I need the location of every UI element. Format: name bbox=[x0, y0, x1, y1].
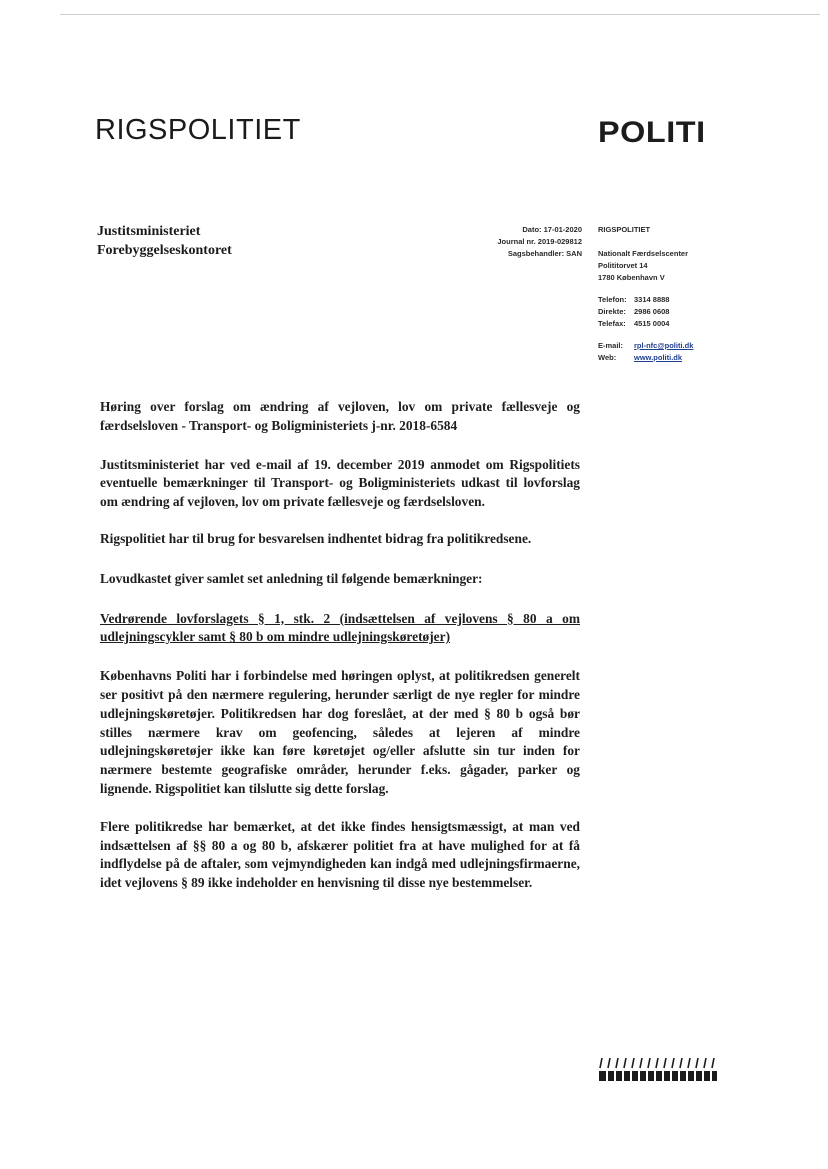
web-link[interactable]: www.politi.dk bbox=[634, 353, 683, 362]
web-row bbox=[598, 352, 738, 364]
email-label: E-mail: bbox=[598, 341, 624, 350]
email-row bbox=[598, 340, 738, 352]
recipient-line-2: Forebyggelseskontoret bbox=[97, 243, 232, 258]
sender-street: Polititorvet 14 bbox=[598, 261, 648, 270]
sender-contact-block bbox=[598, 224, 738, 364]
paragraph-4: Københavns Politi har i forbindelse med høringen oplyst, at politikredsen generelt ser positivt på den nærmere regulering, herunder særligt de nye regler for mindre udlejningskøretøjer. Politikredsen har dog foreslået, at der med § 80 b også bør stilles nærmere krav om geofencing, således at lejeren af mindre udlejningskøretøjer ikke kan føre køretøjet og/eller afslutte sin tur inden for nærmere bestemte geografiske områder, herunder f.eks. gågader, parker og lignende. Rigspolitiet kan tilslutte sig dette forslag. bbox=[100, 668, 580, 796]
paragraph-2: Rigspolitiet har til brug for besvarelsen indhentet bidrag fra politikredsene. bbox=[100, 530, 532, 546]
meta-handler: Sagsbehandler: SAN bbox=[507, 249, 582, 258]
recipient-block bbox=[97, 222, 232, 260]
politi-logo: POLITI bbox=[598, 116, 706, 149]
recipient-line-1: Justitsministeriet bbox=[97, 224, 201, 239]
phone-value: 3314 8888 bbox=[634, 295, 670, 304]
letterhead-brand: RIGSPOLITIET bbox=[95, 114, 301, 146]
direct-row bbox=[598, 306, 738, 318]
phone-label: Telefon: bbox=[598, 295, 627, 304]
web-label: Web: bbox=[598, 353, 617, 362]
paragraph-3: Lovudkastet giver samlet set anledning til følgende bemærkninger: bbox=[100, 570, 483, 586]
sender-unit: Nationalt Færdselscenter bbox=[598, 249, 689, 258]
stamp-graphic bbox=[598, 1056, 720, 1084]
letter-title: Høring over forslag om ændring af vejloven, lov om private fællesveje og færdselsloven - Transport- og Boligministeriets j-nr. 2018-6584 bbox=[100, 399, 580, 433]
paragraph-1: Justitsministeriet har ved e-mail af 19. december 2019 anmodet om Rigspolitiets eventuelle bemærkninger til Transport- og Boligministeriets udkast til lovforslag om ændring af vejloven, lov om private fællesveje og færdselsloven. bbox=[100, 456, 580, 510]
page-stamp-mark bbox=[598, 1056, 720, 1084]
scan-top-edge-line bbox=[60, 14, 820, 15]
fax-label: Telefax: bbox=[598, 319, 626, 328]
fax-row bbox=[598, 318, 738, 330]
sender-city: 1780 København V bbox=[598, 273, 665, 282]
sender-name: RIGSPOLITIET bbox=[598, 225, 651, 234]
meta-journal: Journal nr. 2019-029812 bbox=[497, 237, 582, 246]
fax-value: 4515 0004 bbox=[634, 319, 670, 328]
paragraph-5: Flere politikredse har bemærket, at det ikke findes hensigtsmæssigt, at man ved indsættelsen af §§ 80 a og 80 b, afskærer politiet fra at have mulighed for at få indflydelse på de aftaler, som vejmyndigheden kan indgå med udlejningsfirmaerne, idet vejlovens § 89 ikke indeholder en henvisning til disse nye bestemmelser. bbox=[100, 818, 580, 891]
section-subheading: Vedrørende lovforslagets § 1, stk. 2 (indsættelsen af vejlovens § 80 a om udlejningscykler samt § 80 b om mindre udlejningskøretøjer) bbox=[100, 610, 580, 645]
direct-label: Direkte: bbox=[598, 307, 626, 316]
phone-row bbox=[598, 294, 738, 306]
direct-value: 2986 0608 bbox=[634, 307, 670, 316]
document-meta bbox=[497, 224, 582, 260]
email-link[interactable]: rpl-nfc@politi.dk bbox=[634, 341, 694, 350]
letter-body bbox=[100, 398, 580, 893]
meta-date: Dato: 17-01-2020 bbox=[522, 225, 582, 234]
